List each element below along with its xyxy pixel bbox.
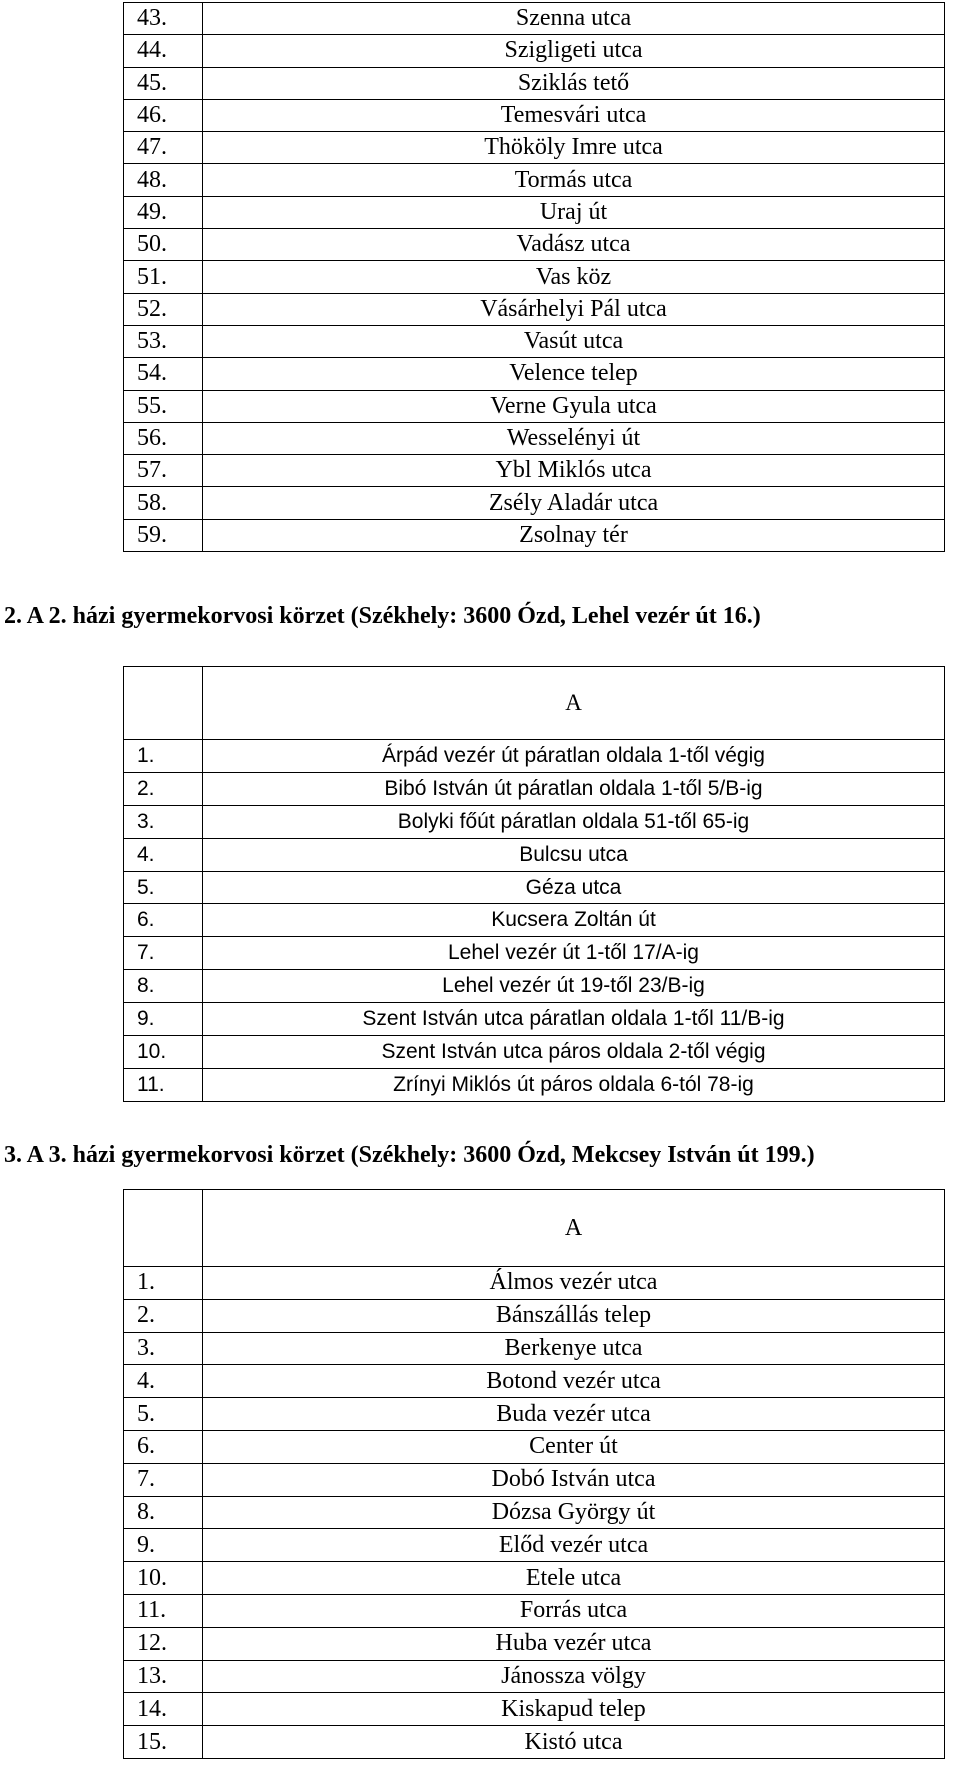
street-name: Géza utca [203,871,945,904]
street-name: Huba vezér utca [203,1627,945,1660]
row-number: 14. [124,1693,203,1726]
street-name: Vasút utca [203,325,945,357]
row-number: 7. [124,1463,203,1496]
row-number: 7. [124,937,203,970]
row-number: 6. [124,1430,203,1463]
row-number: 47. [124,132,203,164]
row-number: 10. [124,1562,203,1595]
street-name: Forrás utca [203,1594,945,1627]
row-number: 8. [124,1496,203,1529]
street-name: Sziklás tető [203,67,945,99]
table-row [124,1463,945,1496]
street-name: Előd vezér utca [203,1529,945,1562]
street-name: Ybl Miklós utca [203,455,945,487]
table-row [124,390,945,422]
row-number: 53. [124,325,203,357]
row-number: 54. [124,358,203,390]
table-row [124,1068,945,1101]
row-number: 10. [124,1036,203,1069]
table-row [124,196,945,228]
table-row [124,772,945,805]
table-row [124,99,945,131]
table-row [124,740,945,773]
street-name: Dózsa György út [203,1496,945,1529]
row-number: 5. [124,871,203,904]
table-row [124,970,945,1003]
street-name: Buda vezér utca [203,1398,945,1431]
row-number: 46. [124,99,203,131]
row-number: 48. [124,164,203,196]
row-number: 8. [124,970,203,1003]
street-name: Szigligeti utca [203,35,945,67]
row-number: 11. [124,1594,203,1627]
header-empty-cell [124,667,203,740]
street-table-district-2 [123,666,945,1102]
street-name: Zrínyi Miklós út páros oldala 6-tól 78-ig [203,1068,945,1101]
row-number: 4. [124,1365,203,1398]
district-3-heading: 3. A 3. házi gyermekorvosi körzet (Székhely: 3600 Ózd, Mekcsey István út 199.) [4,1142,815,1168]
street-name: Bánszállás telep [203,1299,945,1332]
column-header: A [203,1190,945,1267]
street-name: Uraj út [203,196,945,228]
street-name: Dobó István utca [203,1463,945,1496]
column-header: A [203,667,945,740]
table-row [124,1003,945,1036]
table-row [124,937,945,970]
table-row [124,358,945,390]
street-name: Álmos vezér utca [203,1267,945,1300]
street-name: Zsolnay tér [203,519,945,551]
table-header-row [124,667,945,740]
table-row [124,1529,945,1562]
table-row [124,519,945,551]
street-name: Zsély Aladár utca [203,487,945,519]
street-name: Lehel vezér út 19-től 23/B-ig [203,970,945,1003]
table-row [124,455,945,487]
district-2-heading: 2. A 2. házi gyermekorvosi körzet (Székhely: 3600 Ózd, Lehel vezér út 16.) [4,603,761,629]
street-name: Center út [203,1430,945,1463]
header-empty-cell [124,1190,203,1267]
street-name: Vas köz [203,261,945,293]
row-number: 49. [124,196,203,228]
table-row [124,1267,945,1300]
table-row [124,487,945,519]
street-name: Temesvári utca [203,99,945,131]
row-number: 50. [124,229,203,261]
table-row [124,164,945,196]
table-row [124,1693,945,1726]
table-row [124,1627,945,1660]
table-row [124,35,945,67]
table-row [124,838,945,871]
row-number: 6. [124,904,203,937]
street-name: Kiskapud telep [203,1693,945,1726]
table-row [124,325,945,357]
table-row [124,1398,945,1431]
row-number: 58. [124,487,203,519]
table-row [124,132,945,164]
row-number: 1. [124,1267,203,1300]
street-name: Berkenye utca [203,1332,945,1365]
row-number: 44. [124,35,203,67]
row-number: 15. [124,1726,203,1759]
street-name: Thököly Imre utca [203,132,945,164]
row-number: 9. [124,1003,203,1036]
table-row [124,871,945,904]
table-row [124,422,945,454]
street-name: Kistó utca [203,1726,945,1759]
row-number: 4. [124,838,203,871]
row-number: 43. [124,3,203,35]
street-name: Velence telep [203,358,945,390]
row-number: 1. [124,740,203,773]
row-number: 3. [124,1332,203,1365]
table-row [124,805,945,838]
street-name: Vásárhelyi Pál utca [203,293,945,325]
street-name: Etele utca [203,1562,945,1595]
table-row [124,1562,945,1595]
table-row [124,1365,945,1398]
street-name: Szent István utca páratlan oldala 1-től 11/B-ig [203,1003,945,1036]
table-row [124,1036,945,1069]
table-row [124,1594,945,1627]
table-row [124,67,945,99]
row-number: 2. [124,772,203,805]
table-row [124,293,945,325]
row-number: 56. [124,422,203,454]
table-row [124,1660,945,1693]
street-name: Jánossza völgy [203,1660,945,1693]
table-row [124,229,945,261]
street-name: Tormás utca [203,164,945,196]
street-name: Botond vezér utca [203,1365,945,1398]
row-number: 12. [124,1627,203,1660]
row-number: 11. [124,1068,203,1101]
table-row [124,1430,945,1463]
row-number: 9. [124,1529,203,1562]
street-table-district-3 [123,1189,945,1759]
street-name: Árpád vezér út páratlan oldala 1-től végig [203,740,945,773]
row-number: 57. [124,455,203,487]
table-row [124,261,945,293]
row-number: 55. [124,390,203,422]
row-number: 13. [124,1660,203,1693]
table-row [124,904,945,937]
row-number: 5. [124,1398,203,1431]
street-name: Bibó István út páratlan oldala 1-től 5/B-ig [203,772,945,805]
table-row [124,3,945,35]
row-number: 45. [124,67,203,99]
table-row [124,1726,945,1759]
street-name: Vadász utca [203,229,945,261]
row-number: 2. [124,1299,203,1332]
street-name: Verne Gyula utca [203,390,945,422]
row-number: 51. [124,261,203,293]
street-name: Szenna utca [203,3,945,35]
row-number: 3. [124,805,203,838]
table-row [124,1496,945,1529]
street-name: Wesselényi út [203,422,945,454]
table-row [124,1332,945,1365]
street-name: Kucsera Zoltán út [203,904,945,937]
table-header-row [124,1190,945,1267]
table-row [124,1299,945,1332]
street-name: Bolyki főút páratlan oldala 51-től 65-ig [203,805,945,838]
street-name: Bulcsu utca [203,838,945,871]
row-number: 52. [124,293,203,325]
row-number: 59. [124,519,203,551]
street-table-district-1-continued [123,2,945,552]
street-name: Szent István utca páros oldala 2-től végig [203,1036,945,1069]
street-name: Lehel vezér út 1-től 17/A-ig [203,937,945,970]
